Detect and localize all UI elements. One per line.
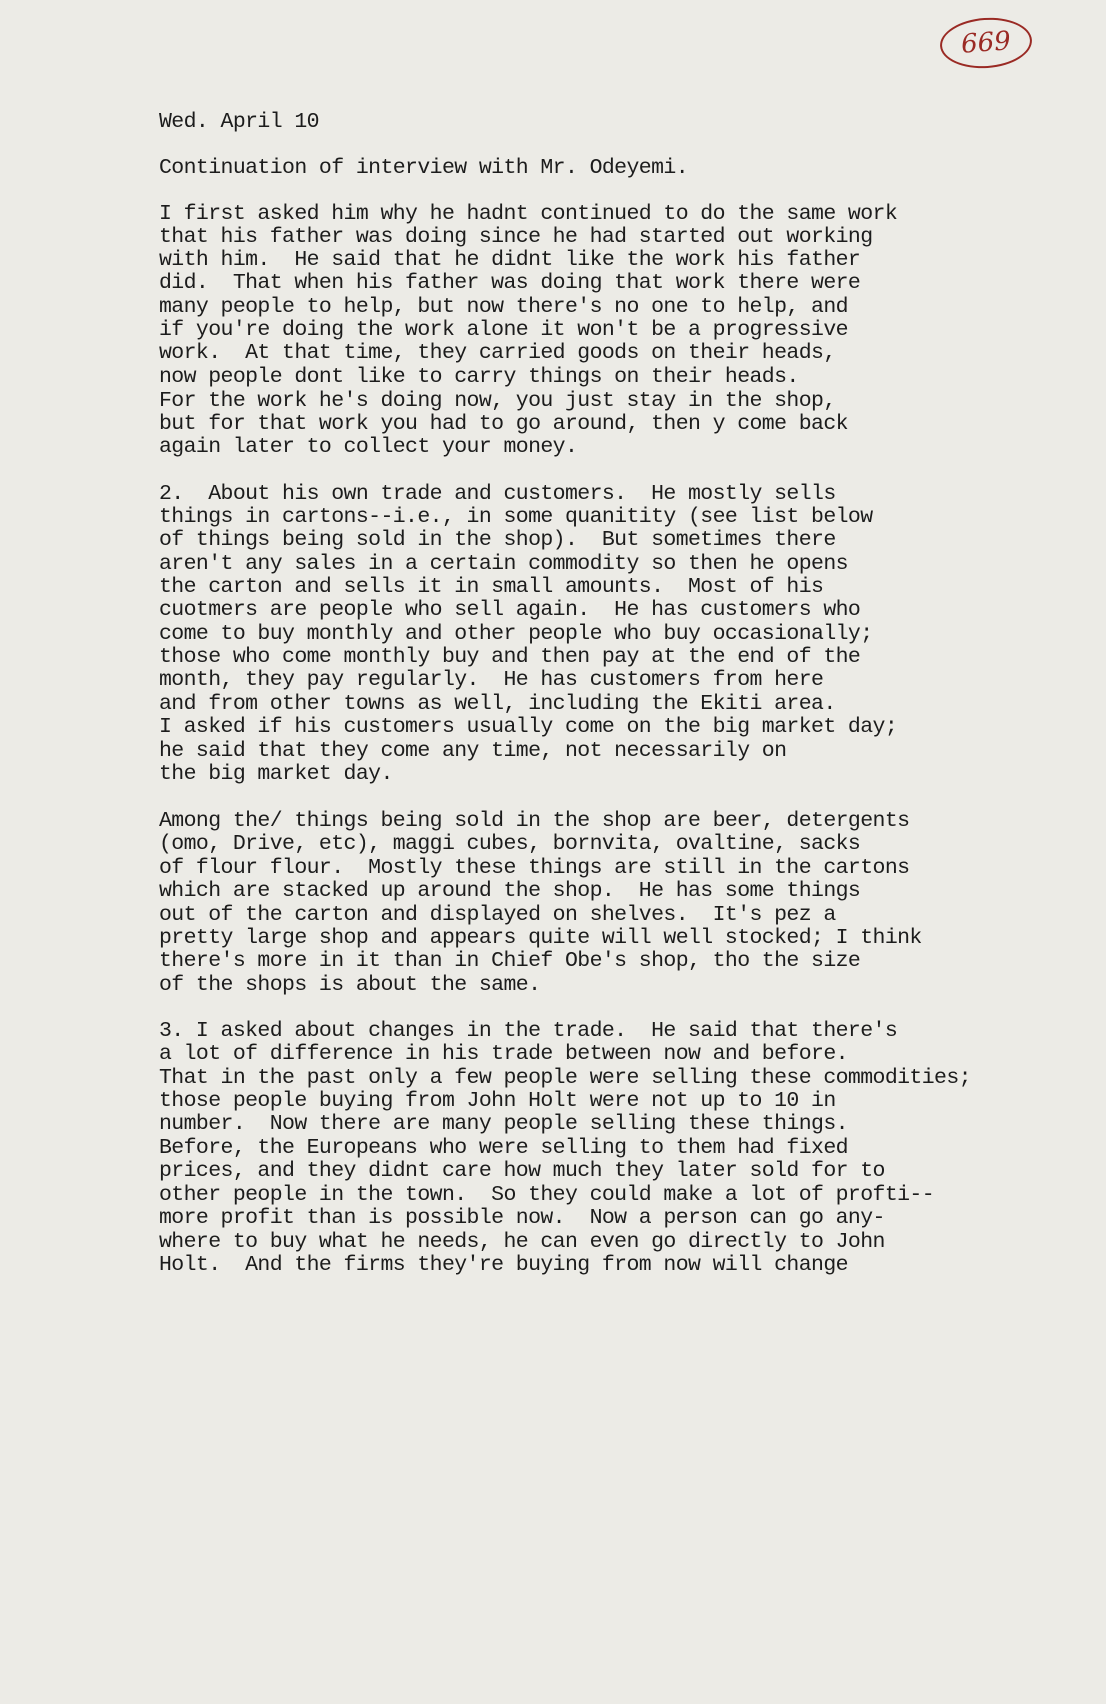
text-line: the big market day. [159,762,393,786]
text-line: Before, the Europeans who were selling to them had fixed [159,1136,848,1160]
text-line: those people buying from John Holt were not up to 10 in [159,1089,836,1113]
document-body [159,0,1099,1704]
text-line: aren't any sales in a certain commodity so then he opens [159,552,848,576]
text-line: and from other towns as well, including the Ekiti area. [159,692,836,716]
date-line: Wed. April 10 [159,110,319,134]
text-line: work. At that time, they carried goods on their heads, [159,341,836,365]
text-line: more profit than is possible now. Now a person can go any- [159,1206,885,1230]
text-line: of things being sold in the shop). But sometimes there [159,528,836,552]
text-line: other people in the town. So they could make a lot of profti-- [159,1183,935,1207]
text-line: that his father was doing since he had started out working [159,225,873,249]
text-line: again later to collect your money. [159,435,578,459]
heading-line: Continuation of interview with Mr. Odeyemi. [159,156,688,180]
text-line: number. Now there are many people selling these things. [159,1112,848,1136]
text-line: a lot of difference in his trade between now and before. [159,1042,848,1066]
text-line: (omo, Drive, etc), maggi cubes, bornvita, ovaltine, sacks [159,832,861,856]
text-line: I asked if his customers usually come on the big market day; [159,715,898,739]
paragraph-4 [159,1019,1099,1656]
text-line: there's more in it than in Chief Obe's shop, tho the size [159,949,861,973]
text-line: That in the past only a few people were selling these commodities; [159,1066,971,1090]
text-line: many people to help, but now there's no one to help, and [159,295,848,319]
text-line: but for that work you had to go around, then y come back [159,412,848,436]
text-line: prices, and they didnt care how much they later sold for to [159,1159,885,1183]
text-line: the carton and sells it in small amounts. Most of his [159,575,824,599]
text-line: he said that they come any time, not necessarily on [159,739,787,763]
text-line: if you're doing the work alone it won't be a progressive [159,318,848,342]
text-line: of the shops is about the same. [159,973,541,997]
text-line: did. That when his father was doing that work there were [159,271,861,295]
text-line: month, they pay regularly. He has customers from here [159,668,824,692]
text-line: 3. I asked about changes in the trade. He said that there's [159,1019,898,1043]
page-number: 669 [960,26,1012,60]
text-line: those who come monthly buy and then pay at the end of the [159,645,861,669]
text-line: which are stacked up around the shop. He has some things [159,879,861,903]
text-line: I first asked him why he hadnt continued to do the same work [159,202,898,226]
text-line: pretty large shop and appears quite will well stocked; I think [159,926,922,950]
text-line: out of the carton and displayed on shelves. It's pez a [159,903,836,927]
text-line: cuotmers are people who sell again. He has customers who [159,598,861,622]
text-line: now people dont like to carry things on their heads. [159,365,799,389]
text-line: where to buy what he needs, he can even go directly to John [159,1230,885,1254]
text-line: Holt. And the firms they're buying from now will change [159,1253,848,1277]
text-line: Among the/ things being sold in the shop are beer, detergents [159,809,910,833]
paragraph-1 [159,144,1099,459]
text-line: things in cartons--i.e., in some quanitity (see list below [159,505,873,529]
text-line: with him. He said that he didnt like the work his father [159,248,861,272]
text-line: come to buy monthly and other people who buy occasionally; [159,622,873,646]
text-line: 2. About his own trade and customers. He mostly sells [159,482,836,506]
text-line: For the work he's doing now, you just stay in the shop, [159,389,836,413]
text-line: of flour flour. Mostly these things are still in the cartons [159,856,910,880]
